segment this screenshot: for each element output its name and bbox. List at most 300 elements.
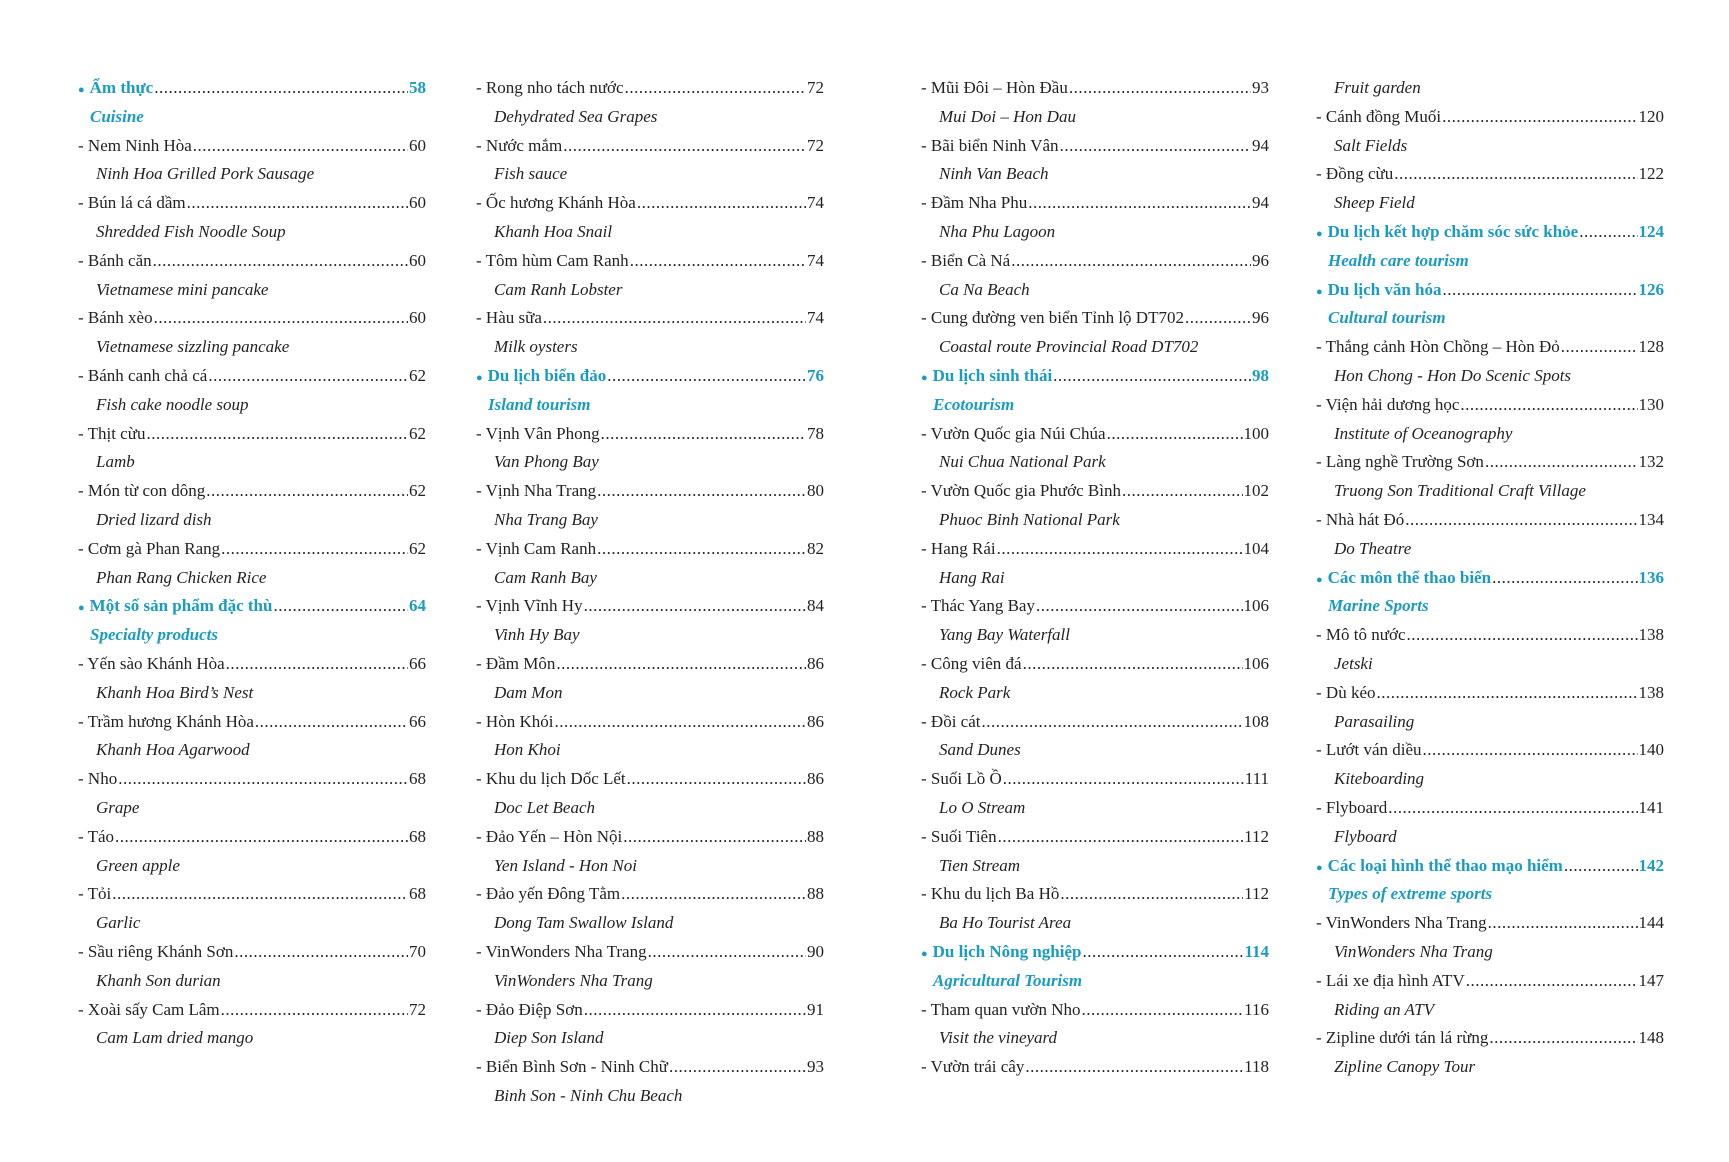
toc-entry bbox=[78, 304, 426, 333]
toc-entry bbox=[1316, 103, 1664, 132]
page-number: 112 bbox=[1244, 884, 1269, 904]
page-number: 70 bbox=[409, 941, 426, 961]
toc-section-heading bbox=[78, 592, 426, 621]
toc-entry bbox=[921, 996, 1269, 1025]
toc-entry bbox=[476, 477, 824, 506]
entry-title: - Làng nghề Trường Sơn bbox=[1316, 452, 1484, 472]
dot-leader bbox=[255, 708, 408, 737]
page-number: 72 bbox=[807, 135, 824, 155]
entry-title: - Công viên đá bbox=[921, 653, 1022, 673]
dot-leader bbox=[154, 304, 408, 333]
toc-entry bbox=[1316, 909, 1664, 938]
toc-section-heading bbox=[476, 362, 824, 391]
dot-leader bbox=[1069, 74, 1251, 103]
toc-entry-english: Vietnamese mini pancake bbox=[96, 279, 269, 299]
toc-entry bbox=[78, 996, 426, 1025]
section-english-title: Cuisine bbox=[90, 106, 144, 126]
toc-entry-english: Visit the vineyard bbox=[939, 1028, 1058, 1048]
dot-leader bbox=[669, 1053, 806, 1082]
section-english-title: Island tourism bbox=[488, 394, 591, 414]
entry-title: - Bãi biển Ninh Vân bbox=[921, 135, 1059, 155]
toc-entry bbox=[476, 535, 824, 564]
bullet-icon: ● bbox=[1316, 227, 1323, 240]
toc-entry-english: Van Phong Bay bbox=[494, 452, 599, 472]
dot-leader bbox=[1060, 132, 1251, 161]
toc-entry bbox=[476, 880, 824, 909]
toc-entry bbox=[921, 535, 1269, 564]
toc-entry bbox=[476, 996, 824, 1025]
toc-entry bbox=[1316, 391, 1664, 420]
dot-leader bbox=[601, 420, 806, 449]
entry-title: - Đảo Yến – Hòn Nội bbox=[476, 826, 623, 846]
toc-section-heading bbox=[921, 362, 1269, 391]
dot-leader bbox=[1442, 103, 1637, 132]
toc-entry-english: Cam Ranh Lobster bbox=[494, 279, 623, 299]
toc-entry-english: Fish cake noodle soup bbox=[96, 394, 249, 414]
dot-leader bbox=[1023, 650, 1243, 679]
dot-leader bbox=[1388, 794, 1637, 823]
page-number: 68 bbox=[409, 769, 426, 789]
dot-leader bbox=[226, 650, 408, 679]
dot-leader bbox=[627, 765, 806, 794]
toc-entry bbox=[1316, 679, 1664, 708]
toc-entry-english: Dried lizard dish bbox=[96, 509, 212, 529]
toc-entry-english: Dehydrated Sea Grapes bbox=[494, 106, 658, 126]
toc-column-4 bbox=[1316, 74, 1664, 1082]
page-number: 96 bbox=[1252, 250, 1269, 270]
page-number: 98 bbox=[1252, 365, 1269, 385]
page-number: 111 bbox=[1244, 769, 1269, 789]
page-number: 80 bbox=[807, 481, 824, 501]
toc-entry-english: Institute of Oceanography bbox=[1334, 423, 1513, 443]
entry-title: - Thịt cừu bbox=[78, 423, 146, 443]
bullet-icon: ● bbox=[1316, 861, 1323, 874]
entry-title: - Đầm Nha Phu bbox=[921, 193, 1028, 213]
page-number: 90 bbox=[807, 941, 824, 961]
page-number: 68 bbox=[409, 884, 426, 904]
entry-title: - Táo bbox=[78, 826, 115, 846]
dot-leader bbox=[1488, 909, 1638, 938]
toc-entry-english: Phan Rang Chicken Rice bbox=[96, 567, 267, 587]
dot-leader bbox=[543, 304, 806, 333]
section-title: Du lịch sinh thái bbox=[932, 365, 1053, 385]
toc-entry bbox=[476, 765, 824, 794]
entry-title: - Cơm gà Phan Rang bbox=[78, 538, 221, 558]
entry-title: - Bánh xèo bbox=[78, 308, 153, 328]
section-english-title: Specialty products bbox=[90, 625, 218, 645]
dot-leader bbox=[1082, 938, 1243, 967]
entry-title: - Hòn Khói bbox=[476, 711, 554, 731]
toc-entry-english: Truong Son Traditional Craft Village bbox=[1334, 481, 1586, 501]
toc-entry bbox=[921, 765, 1269, 794]
entry-title: - Vịnh Vân Phong bbox=[476, 423, 600, 443]
page-number: 116 bbox=[1244, 999, 1269, 1019]
dot-leader bbox=[221, 535, 408, 564]
dot-leader bbox=[597, 477, 806, 506]
page-number: 106 bbox=[1243, 653, 1269, 673]
entry-title: - Nước mắm bbox=[476, 135, 563, 155]
dot-leader bbox=[1053, 362, 1251, 391]
page-number: 82 bbox=[807, 538, 824, 558]
page-number: 60 bbox=[409, 193, 426, 213]
dot-leader bbox=[273, 592, 408, 621]
section-english-title: Health care tourism bbox=[1328, 250, 1469, 270]
toc-entry-english: Yang Bay Waterfall bbox=[939, 625, 1070, 645]
entry-title: - Đầm Môn bbox=[476, 653, 556, 673]
toc-entry-english: Nha Phu Lagoon bbox=[939, 221, 1056, 241]
dot-leader bbox=[1060, 880, 1243, 909]
bullet-icon: ● bbox=[78, 602, 85, 615]
bullet-icon: ● bbox=[1316, 573, 1323, 586]
toc-entry bbox=[1316, 794, 1664, 823]
entry-title: - Lướt ván diều bbox=[1316, 740, 1422, 760]
page-number: 108 bbox=[1243, 711, 1269, 731]
page-number: 93 bbox=[807, 1057, 824, 1077]
page-number: 130 bbox=[1638, 394, 1664, 414]
toc-entry-english: Dam Mon bbox=[494, 682, 563, 702]
bullet-icon: ● bbox=[1316, 285, 1323, 298]
toc-entry-english: Hon Chong - Hon Do Scenic Spots bbox=[1334, 365, 1572, 385]
entry-title: - Nho bbox=[78, 769, 118, 789]
toc-section-heading bbox=[1316, 218, 1664, 247]
toc-entry bbox=[1316, 736, 1664, 765]
toc-entry bbox=[78, 880, 426, 909]
page-number: 142 bbox=[1638, 855, 1664, 875]
page-number: 62 bbox=[409, 538, 426, 558]
toc-entry-english: Vietnamese sizzling pancake bbox=[96, 337, 290, 357]
toc-column-3 bbox=[921, 74, 1269, 1111]
dot-leader bbox=[1082, 996, 1244, 1025]
toc-entry-english: Ca Na Beach bbox=[939, 279, 1030, 299]
toc-entry-english: Khanh Hoa Agarwood bbox=[96, 740, 250, 760]
toc-entry bbox=[1316, 448, 1664, 477]
entry-title: - Hàu sữa bbox=[476, 308, 542, 328]
toc-entry-english: Ba Ho Tourist Area bbox=[939, 913, 1072, 933]
toc-entry-english: Nha Trang Bay bbox=[494, 509, 598, 529]
entry-title: - Bánh canh chả cá bbox=[78, 365, 208, 385]
toc-entry bbox=[78, 247, 426, 276]
toc-entry bbox=[78, 477, 426, 506]
page-number: 62 bbox=[409, 481, 426, 501]
toc-entry bbox=[78, 765, 426, 794]
dot-leader bbox=[154, 74, 408, 103]
toc-entry-english: Hang Rai bbox=[939, 567, 1005, 587]
page-number: 86 bbox=[807, 769, 824, 789]
page-number: 74 bbox=[807, 308, 824, 328]
toc-entry bbox=[476, 247, 824, 276]
page-number: 60 bbox=[409, 250, 426, 270]
entry-title: - Suối Tiên bbox=[921, 826, 997, 846]
page-number: 58 bbox=[409, 78, 426, 97]
entry-title: - Đồng cừu bbox=[1316, 164, 1394, 184]
dot-leader bbox=[621, 880, 806, 909]
toc-entry bbox=[78, 650, 426, 679]
toc-entry-english: Zipline Canopy Tour bbox=[1334, 1057, 1476, 1077]
page-number: 136 bbox=[1638, 567, 1664, 587]
toc-entry-english: Sheep Field bbox=[1334, 193, 1415, 213]
dot-leader bbox=[1011, 247, 1251, 276]
section-english-title: Types of extreme sports bbox=[1328, 884, 1493, 904]
dot-leader bbox=[1405, 506, 1637, 535]
entry-title: - Sầu riêng Khánh Sơn bbox=[78, 941, 234, 961]
dot-leader bbox=[1489, 1024, 1637, 1053]
entry-title: - Xoài sấy Cam Lâm bbox=[78, 999, 220, 1019]
entry-title: - Thác Yang Bay bbox=[921, 596, 1035, 616]
entry-title: - Suối Lồ Ồ bbox=[921, 769, 1002, 789]
page-number: 62 bbox=[409, 423, 426, 443]
toc-entry-english: Khanh Hoa Snail bbox=[494, 221, 613, 241]
bullet-icon: ● bbox=[921, 371, 928, 384]
entry-title: - Vịnh Nha Trang bbox=[476, 481, 597, 501]
toc-entry-english: Cam Ranh Bay bbox=[494, 567, 597, 587]
section-title: Du lịch văn hóa bbox=[1327, 279, 1442, 299]
toc-entry bbox=[476, 74, 824, 103]
toc-entry-english: Rock Park bbox=[939, 682, 1011, 702]
toc-entry bbox=[476, 650, 824, 679]
toc-entry bbox=[921, 708, 1269, 737]
page-number: 78 bbox=[807, 423, 824, 443]
toc-entry-english: Khanh Hoa Bird’s Nest bbox=[96, 682, 254, 702]
page-number: 134 bbox=[1638, 509, 1664, 529]
dot-leader bbox=[630, 247, 806, 276]
entry-title: - Đồi cát bbox=[921, 711, 981, 731]
toc-section-heading bbox=[1316, 852, 1664, 881]
toc-section-heading bbox=[1316, 564, 1664, 593]
dot-leader bbox=[998, 823, 1244, 852]
entry-title: - Zipline dưới tán lá rừng bbox=[1316, 1028, 1489, 1048]
page-number: 91 bbox=[807, 999, 824, 1019]
page-number: 144 bbox=[1638, 913, 1664, 933]
toc-entry-english: Sand Dunes bbox=[939, 740, 1021, 760]
toc-entry-english: Lamb bbox=[96, 452, 135, 472]
toc-entry bbox=[78, 189, 426, 218]
entry-title: - Bún lá cá dầm bbox=[78, 193, 186, 213]
entry-title: - Tham quan vườn Nho bbox=[921, 999, 1081, 1019]
toc-entry bbox=[476, 304, 824, 333]
toc-entry bbox=[78, 823, 426, 852]
toc-entry bbox=[1316, 160, 1664, 189]
entry-title: - Nem Ninh Hòa bbox=[78, 135, 192, 155]
entry-title: - Biển Bình Sơn - Ninh Chữ bbox=[476, 1057, 668, 1077]
toc-entry bbox=[921, 477, 1269, 506]
entry-title: - Vườn Quốc gia Núi Chúa bbox=[921, 423, 1106, 443]
section-title: Du lịch biển đảo bbox=[487, 365, 607, 385]
section-title: Các loại hình thể thao mạo hiểm bbox=[1327, 855, 1563, 875]
page-number: 128 bbox=[1638, 337, 1664, 357]
dot-leader bbox=[1460, 391, 1637, 420]
toc-entry-english: Binh Son - Ninh Chu Beach bbox=[494, 1085, 683, 1105]
page-number: 147 bbox=[1638, 970, 1664, 990]
page-number: 148 bbox=[1638, 1028, 1664, 1048]
page-number: 126 bbox=[1638, 279, 1664, 299]
toc-entry bbox=[78, 420, 426, 449]
toc-entry-english: Mui Doi – Hon Dau bbox=[939, 106, 1076, 126]
toc-entry bbox=[476, 592, 824, 621]
toc-entry-english: VinWonders Nha Trang bbox=[494, 970, 653, 990]
toc-entry-english: Riding an ATV bbox=[1334, 999, 1435, 1019]
entry-title: - Đảo Điệp Sơn bbox=[476, 999, 583, 1019]
toc-entry-english: Milk oysters bbox=[494, 337, 578, 357]
page-number: 74 bbox=[807, 193, 824, 213]
toc-entry-english: Doc Let Beach bbox=[494, 797, 596, 817]
dot-leader bbox=[153, 247, 408, 276]
bullet-icon: ● bbox=[476, 371, 483, 384]
toc-entry-english: Nui Chua National Park bbox=[939, 452, 1106, 472]
dot-leader bbox=[597, 535, 806, 564]
toc-section-heading bbox=[921, 938, 1269, 967]
toc-entry-english: Do Theatre bbox=[1334, 538, 1412, 558]
toc-entry-english: Yen Island - Hon Noi bbox=[494, 855, 637, 875]
toc-entry bbox=[921, 650, 1269, 679]
page-number: 124 bbox=[1638, 221, 1664, 241]
toc-entry-english: Hon Khoi bbox=[494, 740, 561, 760]
toc-entry bbox=[921, 247, 1269, 276]
page-number: 66 bbox=[409, 711, 426, 731]
toc-entry bbox=[921, 189, 1269, 218]
toc-entry bbox=[476, 823, 824, 852]
toc-entry bbox=[1316, 967, 1664, 996]
toc-column-2 bbox=[476, 74, 824, 1111]
toc-entry bbox=[921, 132, 1269, 161]
dot-leader bbox=[1394, 160, 1637, 189]
toc-entry bbox=[921, 304, 1269, 333]
toc-entry-english: Shredded Fish Noodle Soup bbox=[96, 221, 286, 241]
toc-section-heading bbox=[1316, 276, 1664, 305]
page-number: 106 bbox=[1243, 596, 1269, 616]
page-number: 100 bbox=[1243, 423, 1269, 443]
toc-entry bbox=[921, 823, 1269, 852]
dot-leader bbox=[623, 823, 806, 852]
dot-leader bbox=[1376, 679, 1637, 708]
toc-entry-english: Phuoc Binh National Park bbox=[939, 509, 1120, 529]
section-english-title: Marine Sports bbox=[1328, 596, 1429, 616]
page-number: 68 bbox=[409, 826, 426, 846]
entry-title: - VinWonders Nha Trang bbox=[1316, 913, 1487, 933]
page-number: 74 bbox=[807, 250, 824, 270]
section-english-title: Ecotourism bbox=[933, 394, 1015, 414]
entry-title: - Vườn Quốc gia Phước Bình bbox=[921, 481, 1121, 501]
toc-entry-english: Ninh Van Beach bbox=[939, 164, 1049, 184]
toc-entry bbox=[476, 132, 824, 161]
toc-entry bbox=[921, 592, 1269, 621]
page-number: 132 bbox=[1638, 452, 1664, 472]
dot-leader bbox=[234, 938, 408, 967]
page-number: 96 bbox=[1252, 308, 1269, 328]
dot-leader bbox=[1028, 189, 1251, 218]
section-title: Du lịch kết hợp chăm sóc sức khỏe bbox=[1327, 221, 1579, 241]
entry-title: - Khu du lịch Dốc Lết bbox=[476, 769, 626, 789]
dot-leader bbox=[1407, 621, 1638, 650]
page-number: 94 bbox=[1252, 193, 1269, 213]
page-number: 138 bbox=[1638, 682, 1664, 702]
entry-title: - VinWonders Nha Trang bbox=[476, 941, 647, 961]
dot-leader bbox=[1122, 477, 1243, 506]
page-number: 104 bbox=[1243, 538, 1269, 558]
entry-title: - Tôm hùm Cam Ranh bbox=[476, 250, 629, 270]
dot-leader bbox=[115, 823, 408, 852]
dot-leader bbox=[1579, 218, 1637, 247]
toc-entry-english: Garlic bbox=[96, 913, 141, 933]
toc-entry-english: Salt Fields bbox=[1334, 135, 1408, 155]
toc-entry-english: Dong Tam Swallow Island bbox=[494, 913, 674, 933]
toc-entry-english: Ninh Hoa Grilled Pork Sausage bbox=[96, 164, 315, 184]
dot-leader bbox=[1492, 564, 1637, 593]
dot-leader bbox=[221, 996, 408, 1025]
toc-entry-english: Grape bbox=[96, 797, 140, 817]
entry-title: - Lái xe địa hình ATV bbox=[1316, 970, 1465, 990]
dot-leader bbox=[584, 592, 806, 621]
toc-entry bbox=[921, 1053, 1269, 1082]
toc-entry bbox=[921, 74, 1269, 103]
toc-entry bbox=[1316, 1024, 1664, 1053]
toc-entry-english: Khanh Son durian bbox=[96, 970, 221, 990]
entry-title: - Cánh đồng Muối bbox=[1316, 106, 1442, 126]
dot-leader bbox=[625, 74, 806, 103]
page-number: 72 bbox=[807, 78, 824, 97]
page-number: 72 bbox=[409, 999, 426, 1019]
toc-entry-english: VinWonders Nha Trang bbox=[1334, 941, 1493, 961]
dot-leader bbox=[206, 477, 408, 506]
entry-title: - Rong nho tách nước bbox=[476, 78, 624, 97]
toc-entry-english: Tien Stream bbox=[939, 855, 1021, 875]
toc-entry bbox=[78, 132, 426, 161]
toc-entry bbox=[476, 1053, 824, 1082]
toc-entry bbox=[921, 420, 1269, 449]
toc-entry-english: Coastal route Provincial Road DT702 bbox=[939, 337, 1199, 357]
dot-leader bbox=[1443, 276, 1638, 305]
toc-entry bbox=[476, 189, 824, 218]
entry-title: - Dù kéo bbox=[1316, 682, 1376, 702]
toc-entry bbox=[78, 938, 426, 967]
page-number: 60 bbox=[409, 135, 426, 155]
entry-title: - Vịnh Vĩnh Hy bbox=[476, 596, 583, 616]
entry-title: - Biển Cà Ná bbox=[921, 250, 1011, 270]
toc-entry bbox=[476, 938, 824, 967]
dot-leader bbox=[146, 420, 408, 449]
page-number: 140 bbox=[1638, 740, 1664, 760]
entry-title: - Món từ con dông bbox=[78, 481, 206, 501]
dot-leader bbox=[1107, 420, 1243, 449]
entry-title: - Vịnh Cam Ranh bbox=[476, 538, 597, 558]
dot-leader bbox=[584, 996, 806, 1025]
entry-title: - Tỏi bbox=[78, 884, 112, 904]
page-number: 64 bbox=[409, 596, 426, 616]
toc-entry-english: Flyboard bbox=[1334, 826, 1397, 846]
entry-title: - Bánh căn bbox=[78, 250, 152, 270]
toc-entry bbox=[476, 420, 824, 449]
dot-leader bbox=[637, 189, 806, 218]
toc-entry bbox=[78, 362, 426, 391]
dot-leader bbox=[1466, 967, 1638, 996]
entry-title: - Ốc hương Khánh Hòa bbox=[476, 193, 636, 213]
page-number: 60 bbox=[409, 308, 426, 328]
dot-leader bbox=[1003, 765, 1244, 794]
page-number: 141 bbox=[1638, 797, 1664, 817]
dot-leader bbox=[193, 132, 408, 161]
entry-title: - Trầm hương Khánh Hòa bbox=[78, 711, 254, 731]
page-number: 94 bbox=[1252, 135, 1269, 155]
section-english-title: Cultural tourism bbox=[1328, 308, 1446, 328]
dot-leader bbox=[112, 880, 408, 909]
entry-title: - Nhà hát Đó bbox=[1316, 509, 1405, 529]
toc-entry-english: Cam Lam dried mango bbox=[96, 1028, 254, 1048]
bullet-icon: ● bbox=[921, 947, 928, 960]
page-number: 76 bbox=[807, 365, 824, 385]
toc-entry-english: Diep Son Island bbox=[494, 1028, 604, 1048]
dot-leader bbox=[1564, 852, 1638, 881]
page-number: 102 bbox=[1243, 481, 1269, 501]
page-number: 86 bbox=[807, 653, 824, 673]
